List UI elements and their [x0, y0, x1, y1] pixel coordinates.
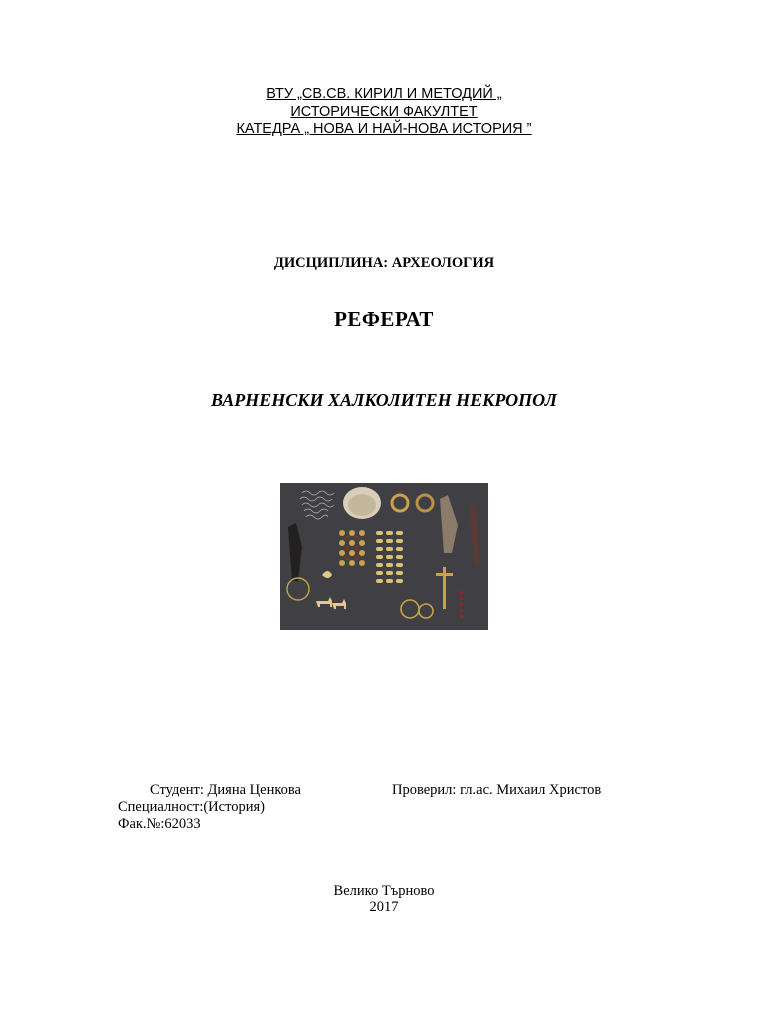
report-title: ВАРНЕНСКИ ХАЛКОЛИТЕН НЕКРОПОЛ — [210, 390, 558, 410]
artifacts-photo — [280, 483, 488, 630]
discipline-label: ДИСЦИПЛИНА: АРХЕОЛОГИЯ — [273, 255, 495, 271]
department-name: КАТЕДРА „ НОВА И НАЙ-НОВА ИСТОРИЯ ” — [236, 121, 532, 137]
university-name: ВТУ „СВ.СВ. КИРИЛ И МЕТОДИЙ „ — [266, 86, 502, 102]
faculty-name: ИСТОРИЧЕСКИ ФАКУЛТЕТ — [290, 104, 478, 120]
city-name: Велико Търново — [333, 883, 435, 899]
reviewer-name: Проверил: гл.ас. Михаил Христов — [392, 782, 602, 798]
student-name: Студент: Дияна Ценкова — [150, 782, 301, 798]
faculty-number: Фак.№:62033 — [118, 816, 201, 832]
document-type: РЕФЕРАТ — [334, 307, 434, 331]
student-specialty: Специалност:(История) — [118, 799, 265, 815]
document-year: 2017 — [369, 899, 399, 915]
